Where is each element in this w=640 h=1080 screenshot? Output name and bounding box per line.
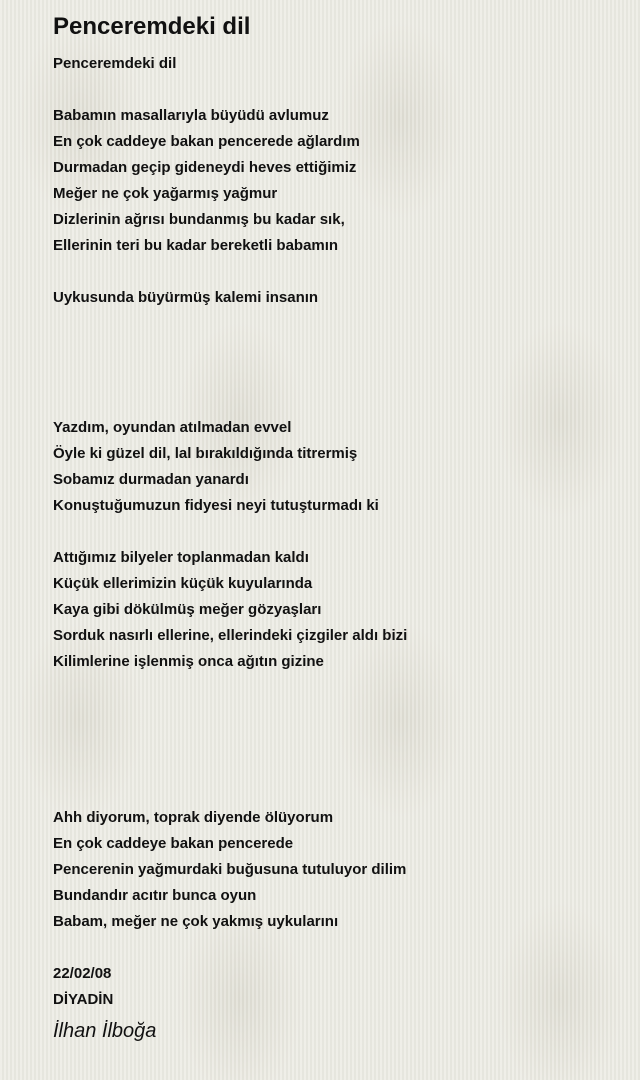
- poem-line: [53, 675, 613, 701]
- poem-line: [53, 389, 613, 415]
- poem-line: [53, 77, 613, 103]
- poem-line: [53, 519, 613, 545]
- poem-line: Dizlerinin ağrısı bundanmış bu kadar sık,: [53, 211, 345, 228]
- poem-line: Babamın masallarıyla büyüdü avlumuz: [53, 107, 329, 124]
- poem-body: [53, 51, 613, 1013]
- poem-line: Pencerenin yağmurdaki buğusuna tutuluyor dilim: [53, 861, 407, 878]
- poem-date: 22/02/08: [53, 965, 112, 982]
- poem-line: Kilimlerine işlenmiş onca ağıtın gizine: [53, 653, 324, 670]
- poem-line: Uykusunda büyürmüş kalemi insanın: [53, 289, 319, 306]
- poem-line: Öyle ki güzel dil, lal bırakıldığında titrermiş: [53, 445, 358, 462]
- poem-line: Attığımız bilyeler toplanmadan kaldı: [53, 549, 309, 566]
- poem-title: Penceremdeki dil: [53, 13, 251, 40]
- poem-line: [53, 779, 613, 805]
- poem-line: [53, 259, 613, 285]
- poem-line: Durmadan geçip gideneydi heves ettiğimiz: [53, 159, 357, 176]
- poem-line: [53, 935, 613, 961]
- poem-place: DİYADİN: [53, 991, 114, 1008]
- poem-line: Ahh diyorum, toprak diyende ölüyorum: [53, 809, 334, 826]
- poem-line: Konuştuğumuzun fidyesi neyi tutuşturmadı ki: [53, 497, 379, 514]
- poem-line: Babam, meğer ne çok yakmış uykularını: [53, 913, 339, 930]
- poem-line: Bundandır acıtır bunca oyun: [53, 887, 257, 904]
- poem-line: Kaya gibi dökülmüş meğer gözyaşları: [53, 601, 322, 618]
- poem-line: [53, 701, 613, 727]
- poem-line: [53, 727, 613, 753]
- poem-author: İlhan İlboğa: [53, 1020, 157, 1042]
- poem-line: [53, 337, 613, 363]
- poem-line: Ellerinin teri bu kadar bereketli babamın: [53, 237, 339, 254]
- poem-line: Meğer ne çok yağarmış yağmur: [53, 185, 278, 202]
- poem-line: Küçük ellerimizin küçük kuyularında: [53, 575, 313, 592]
- poem-line: En çok caddeye bakan pencerede: [53, 835, 294, 852]
- poem-line: [53, 311, 613, 337]
- poem-line: [53, 753, 613, 779]
- poem-line: [53, 363, 613, 389]
- poem-line: Yazdım, oyundan atılmadan evvel: [53, 419, 292, 436]
- poem-line: Sorduk nasırlı ellerine, ellerindeki çizgiler aldı bizi: [53, 627, 408, 644]
- poem-line: En çok caddeye bakan pencerede ağlardım: [53, 133, 360, 150]
- poem-line: Penceremdeki dil: [53, 55, 177, 72]
- poem-line: Sobamız durmadan yanardı: [53, 471, 249, 488]
